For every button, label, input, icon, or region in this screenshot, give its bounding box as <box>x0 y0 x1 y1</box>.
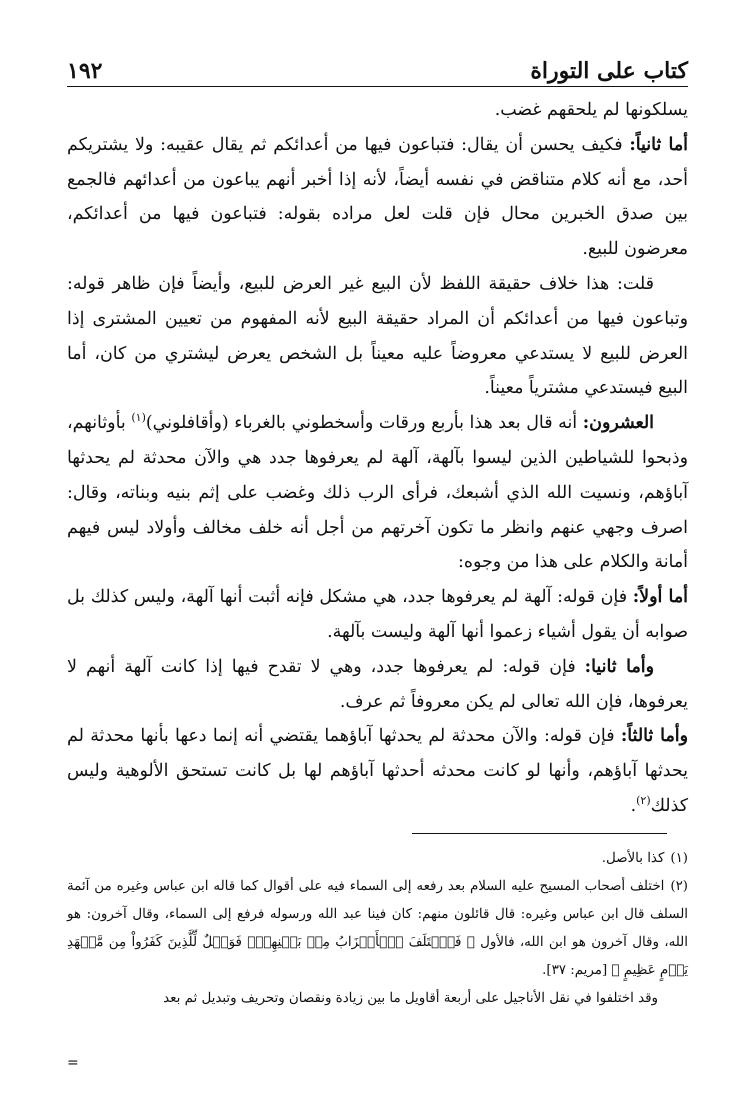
main-text <box>67 93 688 824</box>
footnote-2 <box>67 873 688 985</box>
continuation-mark: = <box>67 1055 79 1071</box>
paragraph-5 <box>67 580 688 650</box>
paragraph-5-text: فإن قوله: آلهة لم يعرفوها جدد، هي مشكل فإنه أثبت أنها آلهة، وليس كذلك بل صوابه أن يقول أشياء زعموا أنها آلهة وليست بآلهة. <box>67 587 688 642</box>
running-title: كتاب على التوراة <box>530 58 688 84</box>
paragraph-2-lead: أما ثانياً: <box>629 134 689 155</box>
paragraph-2 <box>67 128 688 267</box>
footnote-1-number: (١) <box>670 851 688 866</box>
paragraph-4-text-a: أنه قال بعد هذا بأربع ورقات وأسخطوني بالغرباء (وأقافلوني) <box>145 413 583 434</box>
page-number: ١٩٢ <box>67 58 103 84</box>
paragraph-7-text: فإن قوله: والآن محدثة لم يحدثها آباؤهما يقتضي أنه إنما دعها بأنها محدثة لم يحدثها آباؤهم، وأنها لو كانت محدثه أحدثها آباؤهم لها بل كانت تستحق الألوهية وليس كذلك <box>67 726 688 816</box>
footnote-2-text-b: وقد اختلفوا في نقل الأناجيل على أربعة أقاويل ما بين زيادة ونقصان وتحريف وتبديل ثم بعد <box>163 991 658 1006</box>
footnote-2-text: اختلف أصحاب المسيح عليه السلام بعد رفعه إلى السماء فيه على أقوال كما قاله ابن عباس وغيره من آئمة السلف قال ابن عباس وغيره: قال قائلون منهم: كان فينا عبد الله ورسوله فرفع إلى السماء، وقال آخرون: هو الله، وقال آخرون هو ابن الله، فالأول ﴿ فَٱخۡتَلَفَ ٱلۡأَحۡزَابُ مِنۢ بَيۡنِهِمۡۖ فَوَيۡلٌ لِّلَّذِينَ كَفَرُواْ مِن مَّشۡهَدِ يَوۡمٍ عَظِيمٍ ﴾ [مريم: ٣٧]. <box>67 879 688 978</box>
footnote-separator <box>412 833 667 834</box>
paragraph-6-lead: وأما ثانيا: <box>584 656 654 677</box>
footnotes <box>67 845 688 1013</box>
paragraph-7-lead: وأما ثالثاً: <box>620 726 688 747</box>
paragraph-5-lead: أما أولاً: <box>632 587 688 608</box>
paragraph-4 <box>67 406 688 580</box>
footnote-1 <box>67 845 688 873</box>
footnote-2-continued <box>67 985 688 1013</box>
paragraph-4-lead: العشرون: <box>582 413 654 434</box>
page-header <box>67 48 688 87</box>
paragraph-3-text: قلت: هذا خلاف حقيقة اللفظ لأن البيع غير العرض للبيع، وأيضاً فإن ظاهر قوله: وتباعون فيها من أعدائكم أن المراد حقيقة البيع لأنه المفهوم من تعيين المشترى إذا العرض للبيع لا يستدعي معروضاً عليه معيناً بل الشخص يعرض ليشتري من كان، أما البيع فيستدعي مشترياً معيناً. <box>67 273 688 399</box>
paragraph-6 <box>67 650 688 720</box>
paragraph-1 <box>67 93 688 128</box>
paragraph-7 <box>67 719 688 823</box>
paragraph-7-end: . <box>630 795 637 816</box>
footnote-2-number: (٢) <box>670 879 688 894</box>
paragraph-1-text: يسلكونها لم يلحقهم غضب. <box>494 100 688 120</box>
paragraph-3 <box>67 267 688 406</box>
paragraph-4-text-b: بأوثانهم، وذبحوا للشياطين الذين ليسوا بآلهة، آلهة لم يعرفوها جدد هي والآن محدثة لم يحدثها آباؤهم، ونسيت الله الذي أشبعك، فرأى الرب ذلك وغضب على إثم بنيه وبناته، وقال: اصرف وجهي عنهم وانظر ما تكون آخرتهم من أجل أنه خلف مخالف وأولاد ليس فيهم أمانة والكلام على هذا من وجوه: <box>67 413 688 573</box>
paragraph-2-text: فكيف يحسن أن يقال: فتباعون فيها من أعدائكم ثم يقال عقيبه: ولا يشتريكم أحد، مع أنه كلام متناقض في نفسه أيضاً، لأنه إذا أخبر أنهم يباعون من أعدائهم فالجمع بين صدق الخبرين محال فإن قلت لعل مراده بقوله: فتباعون فيها من أعدائكم، معرضون للبيع. <box>67 134 688 260</box>
paragraph-6-text: فإن قوله: لم يعرفوها جدد، وهي لا تقدح فيها إذا كانت آلهة أنهم لا يعرفوها، فإن الله تعالى لم يكن معروفاً ثم عرف. <box>67 656 688 712</box>
footnote-ref-2[interactable]: (٢) <box>636 794 651 808</box>
footnote-1-text: كذا بالأصل. <box>601 851 665 866</box>
footnote-ref-1[interactable]: (١) <box>131 411 146 425</box>
